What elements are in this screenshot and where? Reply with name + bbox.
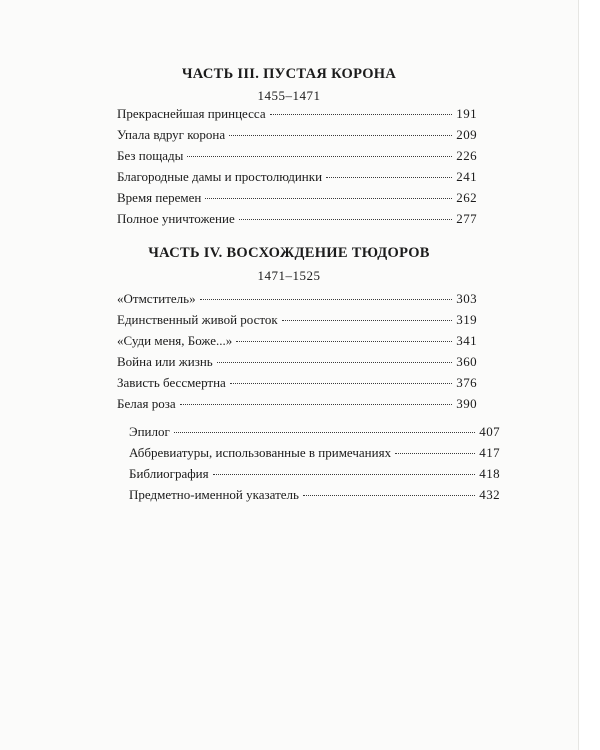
toc-entry bbox=[129, 487, 500, 505]
toc-entry bbox=[117, 312, 477, 330]
toc-entry-title: Предметно-именной указатель bbox=[129, 487, 299, 502]
part-4-heading: ЧАСТЬ IV. ВОСХОЖДЕНИЕ ТЮДОРОВ bbox=[148, 245, 430, 261]
toc-entry-page: 209 bbox=[456, 127, 477, 142]
toc-entry bbox=[117, 354, 477, 372]
dot-leader bbox=[200, 299, 453, 300]
part-3-heading: ЧАСТЬ III. ПУСТАЯ КОРОНА bbox=[181, 66, 397, 82]
dot-leader bbox=[205, 198, 452, 199]
toc-entry-title: Библиография bbox=[129, 466, 209, 481]
toc-entry-page: 277 bbox=[456, 211, 477, 226]
toc-entry-page: 303 bbox=[456, 291, 477, 306]
toc-entry-page: 407 bbox=[479, 424, 500, 439]
toc-entry bbox=[117, 106, 477, 124]
toc-entry-title: Прекраснейшая принцесса bbox=[117, 106, 266, 121]
toc-entry-title: Полное уничтожение bbox=[117, 211, 235, 226]
toc-entry bbox=[117, 375, 477, 393]
toc-entry-title: Время перемен bbox=[117, 190, 202, 205]
dot-leader bbox=[395, 453, 475, 454]
toc-entry bbox=[117, 190, 477, 208]
toc-entry-title: Без пощады bbox=[117, 148, 184, 163]
dot-leader bbox=[303, 495, 475, 496]
toc-entry-page: 262 bbox=[456, 190, 477, 205]
toc-entry-page: 418 bbox=[479, 466, 500, 481]
dot-leader bbox=[270, 114, 453, 115]
dot-leader bbox=[326, 177, 452, 178]
toc-entry-page: 341 bbox=[456, 333, 477, 348]
toc-entry-title: Зависть бессмертна bbox=[117, 375, 226, 390]
toc-entry bbox=[117, 148, 477, 166]
toc-entry-title: «Отмститель» bbox=[117, 291, 196, 306]
toc-entry-title: Упала вдруг корона bbox=[117, 127, 226, 142]
toc-entry-title: Белая роза bbox=[117, 396, 176, 411]
toc-entry-title: Эпилог bbox=[129, 424, 170, 439]
toc-entry-title: Война или жизнь bbox=[117, 354, 213, 369]
toc-entry-page: 432 bbox=[479, 487, 500, 502]
dot-leader bbox=[236, 341, 452, 342]
toc-entry-page: 360 bbox=[456, 354, 477, 369]
toc-entry-page: 241 bbox=[456, 169, 477, 184]
part-4-years: 1471–1525 bbox=[257, 268, 321, 283]
dot-leader bbox=[180, 404, 453, 405]
toc-entry-title: Аббревиатуры, использованные в примечаниях bbox=[129, 445, 392, 460]
toc-entry-page: 390 bbox=[456, 396, 477, 411]
dot-leader bbox=[217, 362, 453, 363]
toc-entry-page: 226 bbox=[456, 148, 477, 163]
toc-entry bbox=[117, 333, 477, 351]
dot-leader bbox=[174, 432, 475, 433]
toc-entry-page: 417 bbox=[479, 445, 500, 460]
toc-entry bbox=[117, 169, 477, 187]
toc-entry bbox=[117, 291, 477, 309]
toc-entry-page: 319 bbox=[456, 312, 477, 327]
toc-entry-title: Единственный живой росток bbox=[117, 312, 278, 327]
toc-entry-title: Благородные дамы и простолюдинки bbox=[117, 169, 323, 184]
toc-entry bbox=[129, 445, 500, 463]
dot-leader bbox=[187, 156, 452, 157]
dot-leader bbox=[213, 474, 476, 475]
toc-entry-page: 376 bbox=[456, 375, 477, 390]
toc-entry bbox=[117, 396, 477, 414]
dot-leader bbox=[229, 135, 452, 136]
toc-entry bbox=[117, 127, 477, 145]
toc-entry-title: «Суди меня, Боже...» bbox=[117, 333, 233, 348]
toc-entry bbox=[129, 424, 500, 442]
toc-entry-page: 191 bbox=[456, 106, 477, 121]
dot-leader bbox=[282, 320, 453, 321]
part-3-years: 1455–1471 bbox=[257, 88, 321, 103]
toc-entry bbox=[117, 211, 477, 229]
dot-leader bbox=[239, 219, 453, 220]
dot-leader bbox=[230, 383, 452, 384]
toc-entry bbox=[129, 466, 500, 484]
